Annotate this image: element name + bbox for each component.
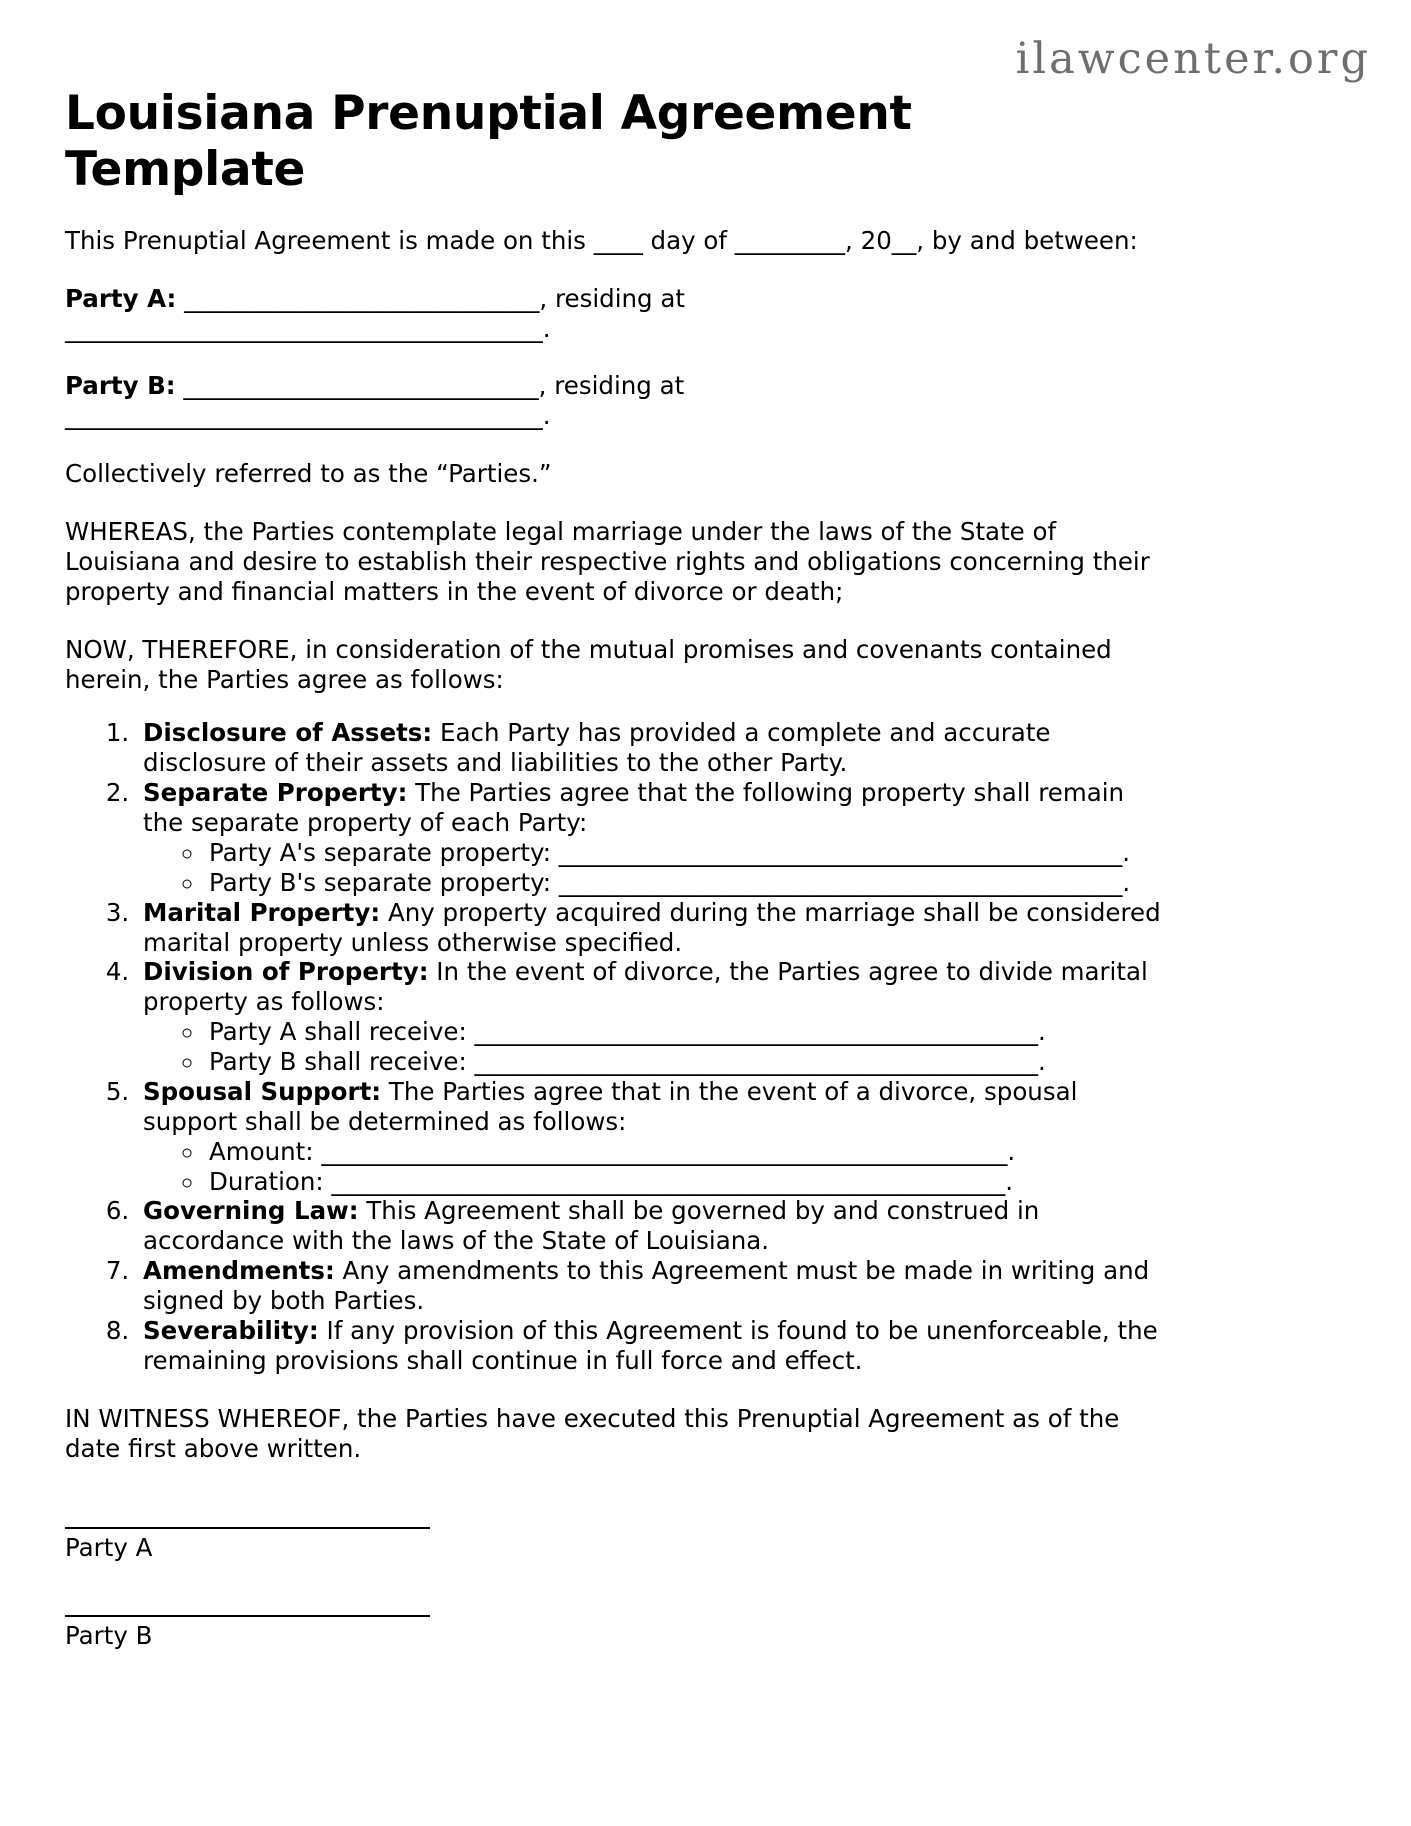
clause-body: Each Party has provided a complete and accurate disclosure of their assets and liabilities to the other Party. [143,718,1051,778]
clause-heading: Severability: [143,1315,319,1345]
party-a-name-blank: _____________________________ [176,283,540,313]
clause-item [137,1077,1165,1197]
clause-item [137,1256,1165,1316]
signature-label: Party B [65,1621,153,1651]
clause-list [65,694,1165,1375]
clause-body: The Parties agree that in the event of a divorce, spousal support shall be determined as follows: [143,1076,1078,1136]
party-b-period: . [542,401,551,431]
clause-subitem-list [143,1017,1165,1077]
clause-item [137,1196,1165,1256]
clause-subitem: ◦ Party B shall receive: ______________________________________________. [205,1047,1165,1077]
intro-paragraph [65,198,1165,256]
clause-subitem: ◦ Party B's separate property: ______________________________________________. [205,868,1165,898]
intro-text-b: day of [642,225,735,255]
clause-item [137,1316,1165,1376]
signature-label: Party A [65,1533,153,1563]
signature-group [65,1563,1165,1651]
party-b-line [65,343,1165,431]
intro-text-c: , 20__, by and between: [845,225,1138,255]
clause-body: In the event of divorce, the Parties agree to divide marital property as follows: [143,957,1148,1017]
now-therefore-paragraph: NOW, THEREFORE, in consideration of the mutual promises and covenants contained herein, the Parties agree as follows: [65,634,1112,694]
intro-text-a: This Prenuptial Agreement is made on this [65,225,594,255]
page-title: Louisiana Prenuptial Agreement Template [65,86,912,197]
party-b-label: Party B: [65,371,176,401]
whereas-paragraph: WHEREAS, the Parties contemplate legal marriage under the laws of the State of Louisiana and desire to establish their respective rights and obligations concerning their property and financial matters in the event of divorce or death; [65,517,1150,606]
clause-item [137,898,1165,958]
clause-subitem: ◦ Amount: ________________________________________________________. [205,1137,1165,1167]
party-a-address-blank: _______________________________________ [65,313,543,343]
party-a-line [65,256,1165,344]
party-a-label: Party A: [65,283,177,313]
site-watermark: ilawcenter.org [1015,34,1371,84]
clause-heading: Marital Property: [143,897,381,927]
clause-heading: Amendments: [143,1256,335,1286]
party-b-address-blank: _______________________________________ [65,401,543,431]
clause-body: The Parties agree that the following property shall remain the separate property of each Party: [143,778,1125,838]
collectively-paragraph: Collectively referred to as the “Parties.” [65,459,552,489]
clause-heading: Separate Property: [143,778,408,808]
day-blank: ____ [593,225,643,255]
clause-heading: Governing Law: [143,1196,359,1226]
clause-body: Any property acquired during the marriage shall be considered marital property unless otherwise specified. [143,897,1161,957]
party-a-period: . [542,313,551,343]
clause-item [137,778,1165,898]
clause-subitem: ◦ Party A's separate property: ______________________________________________. [205,838,1165,868]
signature-group [65,1527,1165,1563]
clause-heading: Spousal Support: [143,1076,382,1106]
clause-subitem-list [143,1137,1165,1197]
clause-item [137,718,1165,778]
clause-item [137,957,1165,1077]
clause-body: Any amendments to this Agreement must be made in writing and signed by both Parties. [143,1256,1150,1316]
party-b-name-blank: _____________________________ [175,371,539,401]
clause-subitem-list [143,838,1165,898]
clause-body: If any provision of this Agreement is found to be unenforceable, the remaining provisions shall continue in full force and effect. [143,1315,1158,1375]
month-blank: _________ [734,225,846,255]
clause-heading: Division of Property: [143,957,429,987]
witness-paragraph: IN WITNESS WHEREOF, the Parties have executed this Prenuptial Agreement as of the date first above written. [65,1403,1120,1463]
document-body [65,0,1165,1651]
party-a-residing-text: , residing at [539,283,685,313]
clause-subitem: ◦ Duration: _______________________________________________________. [205,1167,1165,1197]
party-b-residing-text: , residing at [538,371,685,401]
clause-body: This Agreement shall be governed by and construed in accordance with the laws of the State of Louisiana. [143,1196,1040,1256]
clause-heading: Disclosure of Assets: [143,718,433,748]
clause-subitem: ◦ Party A shall receive: ______________________________________________. [205,1017,1165,1047]
signature-block [65,1463,1165,1651]
